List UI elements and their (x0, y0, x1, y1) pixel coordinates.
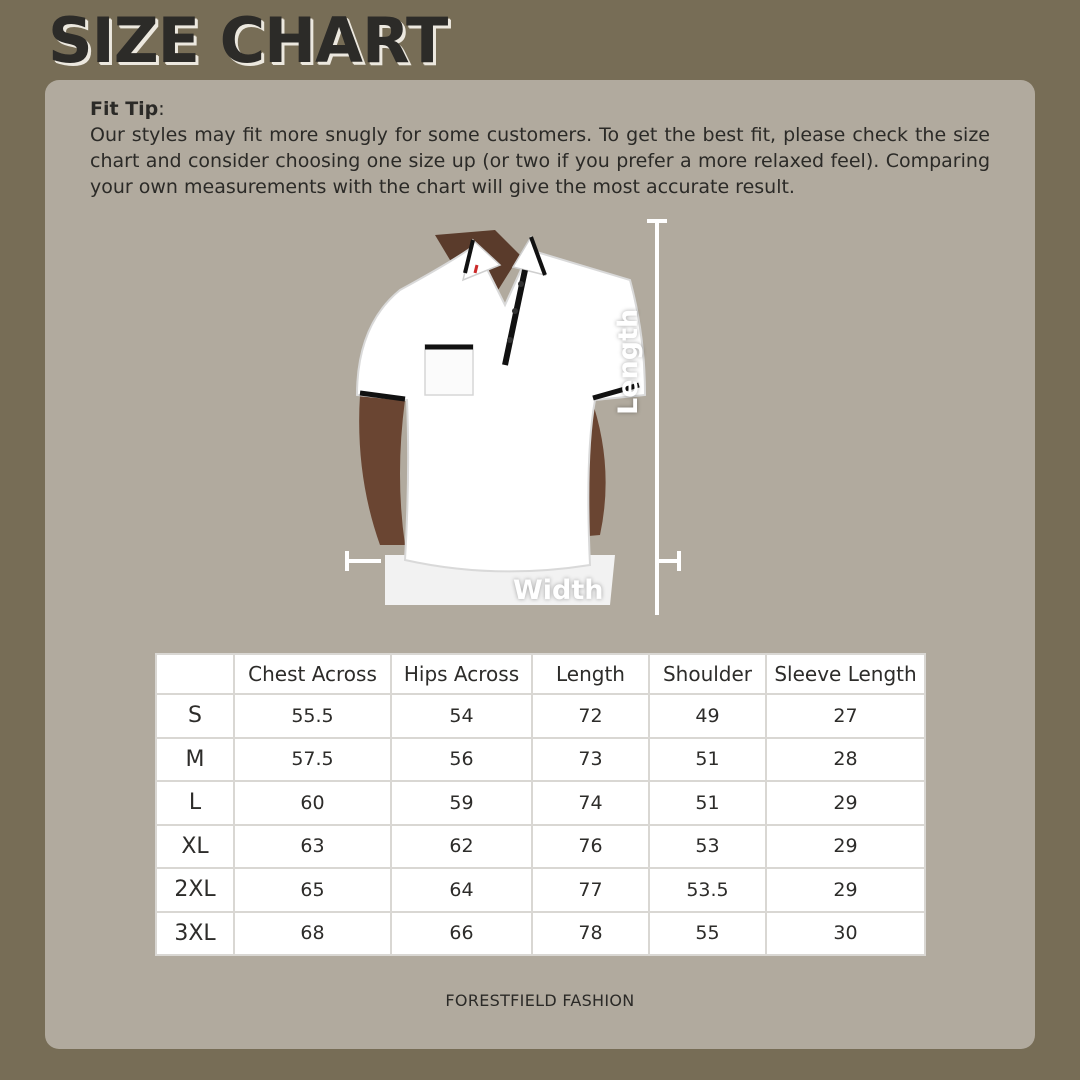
table-row (156, 912, 925, 956)
table-cell: 77 (532, 868, 649, 912)
polo-shirt-image (345, 215, 695, 615)
table-cell: 60 (234, 781, 391, 825)
table-cell: 73 (532, 738, 649, 782)
table-row (156, 868, 925, 912)
table-cell: 55.5 (234, 694, 391, 738)
table-cell: 27 (766, 694, 925, 738)
size-chart-card (45, 80, 1035, 1049)
table-header-row (156, 654, 925, 694)
table-cell: 53.5 (649, 868, 766, 912)
header-hips-across: Hips Across (391, 654, 532, 694)
table-cell: 51 (649, 781, 766, 825)
header-cell (156, 654, 234, 694)
table-cell: 28 (766, 738, 925, 782)
table-cell: 62 (391, 825, 532, 869)
size-cell: M (156, 738, 234, 782)
size-cell: 3XL (156, 912, 234, 956)
size-table (155, 653, 926, 956)
table-cell: 64 (391, 868, 532, 912)
table-row (156, 738, 925, 782)
table-cell: 78 (532, 912, 649, 956)
table-cell: 57.5 (234, 738, 391, 782)
fit-tip-heading: Fit Tip (90, 98, 159, 120)
table-row (156, 694, 925, 738)
table-cell: 51 (649, 738, 766, 782)
size-cell: S (156, 694, 234, 738)
table-cell: 59 (391, 781, 532, 825)
table-cell: 55 (649, 912, 766, 956)
length-label: Length (613, 308, 644, 415)
table-cell: 72 (532, 694, 649, 738)
page-title: SIZE CHART (48, 4, 448, 77)
table-cell: 76 (532, 825, 649, 869)
header-length: Length (532, 654, 649, 694)
table-cell: 68 (234, 912, 391, 956)
header-chest-across: Chest Across (234, 654, 391, 694)
size-cell: XL (156, 825, 234, 869)
table-cell: 74 (532, 781, 649, 825)
table-cell: 66 (391, 912, 532, 956)
product-illustration (345, 215, 695, 615)
table-cell: 30 (766, 912, 925, 956)
table-row (156, 781, 925, 825)
brand-name: FORESTFIELD FASHION (445, 991, 635, 1010)
table-cell: 29 (766, 781, 925, 825)
table-cell: 56 (391, 738, 532, 782)
table-cell: 49 (649, 694, 766, 738)
size-cell: L (156, 781, 234, 825)
table-cell: 63 (234, 825, 391, 869)
size-cell: 2XL (156, 868, 234, 912)
header-sleeve-length: Sleeve Length (766, 654, 925, 694)
width-label: Width (513, 575, 604, 606)
fit-tip: Fit Tip: Our styles may fit more snugly for some customers. To get the best fit, please check the size chart and consider choosing one size up (or two if you prefer a more relaxed feel). Comparing your own measurements with the chart will give the most accurate result. (90, 98, 990, 198)
table-cell: 53 (649, 825, 766, 869)
header-shoulder: Shoulder (649, 654, 766, 694)
table-cell: 65 (234, 868, 391, 912)
fit-tip-body: Our styles may fit more snugly for some customers. To get the best fit, please check the size chart and consider choosing one size up (or two if you prefer a more relaxed feel). Comparing your own measurements with the chart will give the most accurate result. (90, 124, 990, 198)
table-cell: 29 (766, 825, 925, 869)
table-cell: 29 (766, 868, 925, 912)
table-row (156, 825, 925, 869)
table-cell: 54 (391, 694, 532, 738)
